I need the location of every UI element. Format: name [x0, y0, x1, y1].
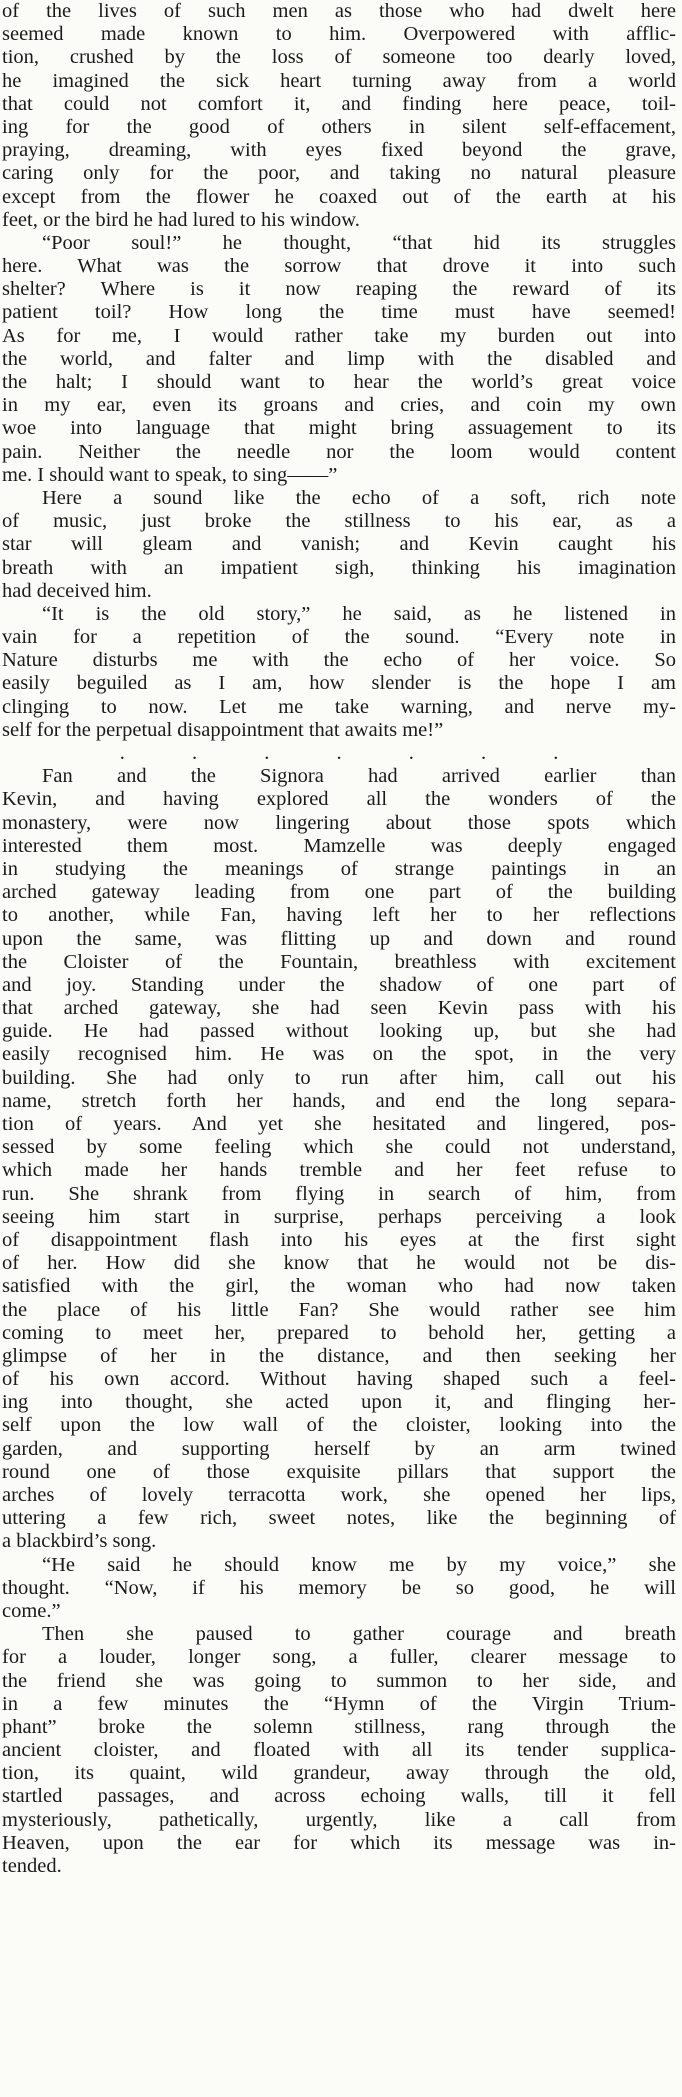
- text-line: ancient cloister, and floated with all its tender supplica-: [2, 1739, 676, 1762]
- text-line: “Poor soul!” he thought, “that hid its struggles: [42, 231, 676, 254]
- text-line: feet, or the bird he had lured to his window.: [2, 208, 360, 231]
- text-line: sessed by some feeling which she could not understand,: [2, 1136, 676, 1159]
- text-line: of music, just broke the stillness to his ear, as a: [2, 510, 676, 533]
- text-line: “It is the old story,” he said, as he listened in: [42, 602, 676, 625]
- text-line: to another, while Fan, having left her to her reflections: [2, 904, 676, 927]
- text-line: name, stretch forth her hands, and end the long separa-: [2, 1089, 676, 1112]
- text-line: praying, dreaming, with eyes fixed beyond the grave,: [2, 139, 676, 162]
- text-line: me. I should want to speak, to sing——”: [2, 463, 338, 486]
- paragraph: [2, 232, 676, 487]
- section-separator: . . . . . . .: [119, 742, 559, 764]
- text-line: here. What was the sorrow that drove it into such: [2, 255, 676, 278]
- text-line: tended.: [2, 1855, 62, 1877]
- paragraph: [2, 0, 676, 232]
- text-line: shelter? Where is it now reaping the reward of its: [2, 278, 676, 301]
- paragraph: [2, 1554, 676, 1624]
- text-line: satisfied with the girl, the woman who had now taken: [2, 1275, 676, 1298]
- text-line: coming to meet her, prepared to behold her, getting a: [2, 1321, 676, 1344]
- text-line: Heaven, upon the ear for which its message was in-: [2, 1831, 676, 1854]
- text-line: tion, crushed by the loss of someone too dearly loved,: [2, 46, 676, 69]
- text-line: the friend she was going to summon to her side, and: [2, 1669, 676, 1692]
- text-line: arches of lovely terracotta work, she opened her lips,: [2, 1484, 676, 1506]
- text-line: arched gateway leading from one part of the building: [2, 881, 676, 904]
- text-line: and joy. Standing under the shadow of one part of: [2, 973, 676, 996]
- text-line: patient toil? How long the time must have seemed!: [2, 301, 676, 324]
- text-line: Fan and the Signora had arrived earlier than: [42, 765, 676, 788]
- text-line: glimpse of her in the distance, and then seeking her: [2, 1344, 676, 1367]
- text-line: uttering a few rich, sweet notes, like the beginning of: [2, 1507, 676, 1530]
- text-line: that arched gateway, she had seen Kevin pass with his: [2, 997, 676, 1020]
- text-line: the Cloister of the Fountain, breathless with excitement: [2, 950, 676, 973]
- text-line: Kevin, and having explored all the wonders of the: [2, 788, 676, 811]
- text-line: round one of those exquisite pillars that support the: [2, 1460, 676, 1483]
- text-line: of disappointment flash into his eyes at the first sight: [2, 1228, 676, 1251]
- text-line: vain for a repetition of the sound. “Every note in: [2, 626, 676, 649]
- paragraph: [2, 603, 676, 742]
- text-line: Then she paused to gather courage and breath: [42, 1623, 676, 1646]
- text-line: breath with an impatient sigh, thinking his imagination: [2, 556, 676, 579]
- paragraph: [2, 487, 676, 603]
- text-line: mysteriously, pathetically, urgently, like a call from: [2, 1808, 676, 1831]
- text-line: easily beguiled as I am, how slender is the hope I am: [2, 672, 676, 695]
- text-column: [2, 0, 676, 1878]
- text-line: the halt; I should want to hear the world’s great voice: [2, 371, 676, 393]
- text-line: the world, and falter and limp with the disabled and: [2, 347, 676, 370]
- text-line: pain. Neither the needle nor the loom would content: [2, 440, 676, 463]
- text-line: except from the flower he coaxed out of the earth at his: [2, 185, 676, 208]
- text-line: seeing him start in surprise, perhaps perceiving a look: [2, 1205, 676, 1228]
- text-line: that could not comfort it, and finding here peace, toil-: [2, 92, 676, 115]
- text-line: in studying the meanings of strange paintings in an: [2, 857, 676, 880]
- text-line: Here a sound like the echo of a soft, rich note: [42, 486, 676, 509]
- text-line: the place of his little Fan? She would rather see him: [2, 1298, 676, 1321]
- text-line: self upon the low wall of the cloister, looking into the: [2, 1414, 676, 1437]
- text-line: upon the same, was flitting up and down and round: [2, 927, 676, 950]
- text-line: easily recognised him. He was on the spot, in the very: [2, 1043, 676, 1066]
- text-line: tion, its quaint, wild grandeur, away through the old,: [2, 1762, 676, 1785]
- text-line: interested them most. Mamzelle was deeply engaged: [2, 834, 676, 857]
- text-line: of her. How did she know that he would not be dis-: [2, 1252, 676, 1275]
- text-line: phant” broke the solemn stillness, rang through the: [2, 1715, 676, 1738]
- text-line: in a few minutes the “Hymn of the Virgin Trium-: [2, 1692, 676, 1715]
- text-line: of the lives of such men as those who had dwelt here: [2, 0, 676, 22]
- paragraph: [2, 765, 676, 1553]
- text-line: “He said he should know me by my voice,” she: [42, 1553, 676, 1576]
- text-line: self for the perpetual disappointment that awaits me!”: [2, 718, 444, 741]
- text-line: for a louder, longer song, a fuller, clearer message to: [2, 1646, 676, 1669]
- text-line: building. She had only to run after him, call out his: [2, 1066, 676, 1089]
- text-line: woe into language that might bring assuagement to its: [2, 417, 676, 440]
- text-line: of his own accord. Without having shaped such a feel-: [2, 1368, 676, 1391]
- text-line: startled passages, and across echoing walls, till it fell: [2, 1785, 676, 1808]
- text-line: Nature disturbs me with the echo of her voice. So: [2, 649, 676, 672]
- text-line: ing for the good of others in silent self-effacement,: [2, 115, 676, 138]
- text-line: monastery, were now lingering about those spots which: [2, 811, 676, 834]
- text-line: garden, and supporting herself by an arm twined: [2, 1437, 676, 1460]
- text-line: guide. He had passed without looking up, but she had: [2, 1020, 676, 1043]
- text-line: star will gleam and vanish; and Kevin caught his: [2, 533, 676, 556]
- text-line: he imagined the sick heart turning away from a world: [2, 69, 676, 92]
- text-line: a blackbird’s song.: [2, 1530, 157, 1553]
- text-line: which made her hands tremble and her feet refuse to: [2, 1159, 676, 1182]
- text-line: seemed made known to him. Overpowered with afflic-: [2, 23, 676, 46]
- text-line: run. She shrank from flying in search of him, from: [2, 1182, 676, 1205]
- text-line: ing into thought, she acted upon it, and flinging her-: [2, 1391, 676, 1414]
- paragraph: [2, 1623, 676, 1878]
- text-line: in my ear, even its groans and cries, and coin my own: [2, 394, 676, 417]
- text-line: As for me, I would rather take my burden out into: [2, 324, 676, 347]
- text-line: come.”: [2, 1599, 61, 1622]
- text-line: thought. “Now, if his memory be so good, he will: [2, 1576, 676, 1599]
- text-line: tion of years. And yet she hesitated and lingered, pos-: [2, 1113, 676, 1135]
- text-line: clinging to now. Let me take warning, and nerve my-: [2, 695, 676, 718]
- text-line: had deceived him.: [2, 579, 152, 602]
- text-line: caring only for the poor, and taking no natural pleasure: [2, 162, 676, 185]
